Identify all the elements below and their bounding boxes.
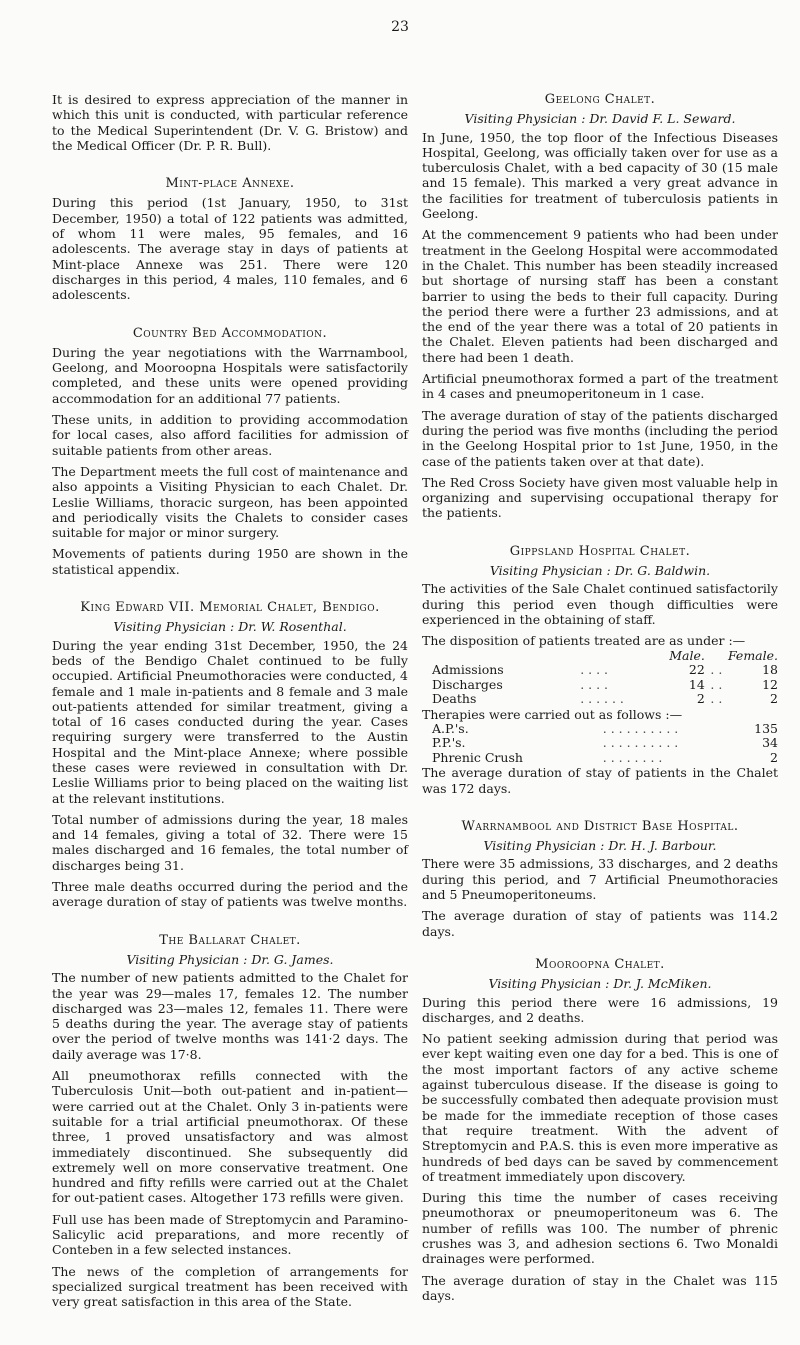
- table-row: [422, 692, 778, 707]
- geelong-paragraph-3: Artificial pneumothorax formed a part of the treatment in 4 cases and pneumoperitoneum in 1 case.: [422, 371, 778, 402]
- leader-dots: . . . .: [580, 662, 609, 677]
- gippsland-paragraph-1: The activities of the Sale Chalet continued satisfactorily during this period even though difficulties were experienced in the obtaining of staff.: [422, 581, 778, 627]
- mooroopna-paragraph-1: During this period there were 16 admissions, 19 discharges, and 2 deaths.: [422, 994, 778, 1025]
- mooroopna-paragraph-4: The average duration of stay in the Chalet was 115 days.: [422, 1272, 778, 1303]
- female-value: 18: [762, 662, 778, 677]
- mooroopna-paragraph-3: During this time the number of cases receiving pneumothorax or pneumoperitoneum was 6. The number of refills was 100. The number of phrenic crushes was 3, and adhesion sections 6. Two Monaldi drainages were performed.: [422, 1190, 778, 1267]
- leader-dots: . .: [710, 676, 723, 692]
- warrnambool-physician: Visiting Physician : Dr. H. J. Barbour.: [483, 838, 717, 854]
- bendigo-paragraph-2: Total number of admissions during the year, 18 males and 14 females, giving a total of 32. There were 15 males discharged and 16 females, the total number of discharges being 31.: [52, 811, 408, 873]
- table-row: [422, 751, 778, 766]
- table-row: [422, 736, 778, 751]
- warrnambool-heading: Warrnambool and District Base Hospital.: [461, 818, 739, 834]
- leader-dots: . . . . . . . . . .: [602, 735, 679, 751]
- country-bed-heading: Country Bed Accommodation.: [132, 325, 328, 341]
- geelong-paragraph-4: The average duration of stay of the patients discharged during the period was five months (including the period in the Geelong Hospital prior to 1st June, 1950, in the case of the patients taken over at that date).: [422, 407, 778, 469]
- leader-dots: . . . . . .: [580, 691, 624, 706]
- ballarat-paragraph-1: The number of new patients admitted to the Chalet for the year was 29—males 17, females 12. The number discharged was 23—males 12, females 11. There were 5 deaths during the year. The average stay of patients over the period of twelve months was 141·2 days. The daily average was 17·8.: [52, 970, 408, 1062]
- gippsland-heading: Gippsland Hospital Chalet.: [509, 543, 691, 559]
- country-bed-paragraph-2: These units, in addition to providing accommodation for local cases, also afford facilities for admission of suitable patients from other areas.: [52, 412, 408, 458]
- therapy-value: 135: [754, 720, 778, 736]
- right-column: [422, 92, 778, 1309]
- therapy-label: A.P.'s.: [432, 720, 469, 736]
- disposition-table: [422, 649, 778, 707]
- mooroopna-paragraph-2: No patient seeking admission during that period was ever kept waiting even one day for a bed. This is one of the most important factors of any active scheme against tuberculous disease. If the disease is going to be successfully combated then adequate provision must be made for the immediate reception of those cases that require treatment. With the advent of Streptomycin and P.A.S. this is even more imperative as hundreds of bed days can be saved by commencement of treatment immediately upon discovery.: [422, 1031, 778, 1184]
- row-label: Discharges: [432, 676, 503, 692]
- row-label: Admissions: [432, 662, 504, 677]
- bendigo-paragraph-3: Three male deaths occurred during the period and the average duration of stay of patients was twelve months.: [52, 879, 408, 910]
- warrnambool-paragraph-2: The average duration of stay of patients was 114.2 days.: [422, 908, 778, 939]
- mooroopna-heading: Mooroopna Chalet.: [535, 956, 665, 972]
- female-value: 12: [762, 676, 778, 692]
- leader-dots: . .: [710, 691, 723, 706]
- bendigo-paragraph-1: During the year ending 31st December, 1950, the 24 beds of the Bendigo Chalet continued to be fully occupied. Artificial Pneumothoracies were conducted, 4 female and 1 male in-patients and 8 female and 3 male out-patients attended for similar treatment, giving a total of 16 cases conducted during the year. Cases requiring surgery were transferred to the Austin Hospital and the Mint-place Annexe; where possible these cases were reviewed in consultation with Dr. Leslie Williams prior to being placed on the waiting list at the relevant institutions.: [52, 637, 408, 806]
- gippsland-physician: Visiting Physician : Dr. G. Baldwin.: [489, 563, 711, 579]
- therapy-value: 2: [770, 749, 778, 765]
- ballarat-paragraph-4: The news of the completion of arrangements for specialized surgical treatment has been received with very great satisfaction in this area of the State.: [52, 1263, 408, 1310]
- leader-dots: . . . . . . . .: [602, 749, 663, 765]
- row-label: Deaths: [432, 691, 477, 706]
- male-value: 22: [688, 662, 705, 677]
- mint-place-heading: Mint-place Annexe.: [165, 176, 295, 192]
- ballarat-paragraph-2: All pneumothorax refills connected with the Tuberculosis Unit—both out-patient and in-patient—were carried out at the Chalet. Only 3 in-patients were suitable for a trial artificial pneumothorax. Of these three, 1 proved unsatisfactory and was almost immediately discontinued. She subsequently did extremely well on more conservative treatment. One hundred and fifty refills were carried out at the Chalet for out-patient cases. Altogether 173 refills were given.: [52, 1068, 408, 1206]
- geelong-paragraph-2: At the commencement 9 patients who had been under treatment in the Geelong Hospital were accommodated in the Chalet. This number has been steadily increased but shortage of nursing staff has been a constant barrier to using the beds to their full capacity. During the period there were a further 23 admissions, and at the end of the year there was a total of 20 patients in the Chalet. Eleven patients had been discharged and there had been 1 death.: [422, 227, 778, 365]
- leader-dots: . .: [710, 662, 723, 677]
- warrnambool-paragraph-1: There were 35 admissions, 33 discharges, and 2 deaths during this period, and 7 Artificial Pneumothoracies and 5 Pneumoperitoneums.: [422, 856, 778, 903]
- table-row: [422, 678, 778, 693]
- mooroopna-physician: Visiting Physician : Dr. J. McMiken.: [488, 976, 712, 992]
- table-row: [422, 722, 778, 737]
- leader-dots: . . . . . . . . . .: [602, 720, 679, 736]
- intro-paragraph: It is desired to express appreciation of the manner in which this unit is conducted, with particular reference to the Medical Superintendent (Dr. V. G. Bristow) and the Medical Officer (Dr. P. R. Bull).: [52, 92, 408, 153]
- country-bed-paragraph-4: Movements of patients during 1950 are shown in the statistical appendix.: [52, 546, 408, 577]
- country-bed-paragraph-3: The Department meets the full cost of maintenance and also appoints a Visiting Physician to each Chalet. Dr. Leslie Williams, thoracic surgeon, has been appointed and periodically visits the Chalets to consider cases suitable for major or minor surgery.: [52, 463, 408, 541]
- therapy-value: 34: [762, 735, 778, 751]
- therapy-label: P.P.'s.: [432, 735, 466, 751]
- left-column: [52, 92, 408, 1315]
- male-value: 2: [696, 691, 705, 706]
- page-number: 23: [391, 19, 409, 35]
- geelong-paragraph-1: In June, 1950, the top floor of the Infectious Diseases Hospital, Geelong, was officially taken over for use as a tuberculosis Chalet, with a bed capacity of 30 (15 male and 15 female). This marked a very great advance in the facilities for treatment of tuberculosis patients in Geelong.: [422, 129, 778, 222]
- bendigo-heading: King Edward VII. Memorial Chalet, Bendigo.: [80, 600, 380, 616]
- therapy-label: Phrenic Crush: [432, 749, 523, 765]
- ballarat-heading: The Ballarat Chalet.: [159, 932, 301, 948]
- ballarat-physician: Visiting Physician : Dr. G. James.: [126, 951, 334, 967]
- col-female-header: Female.: [727, 647, 778, 663]
- gippsland-paragraph-2: The average duration of stay of patients in the Chalet was 172 days.: [422, 765, 778, 796]
- mint-place-paragraph: During this period (1st January, 1950, to 31st December, 1950) a total of 122 patients was admitted, of whom 11 were males, 95 females, and 16 adolescents. The average stay in days of patients at Mint-place Annexe was 251. There were 120 discharges in this period, 4 males, 110 females, and 6 adolescents.: [52, 195, 408, 303]
- geelong-heading: Geelong Chalet.: [544, 92, 656, 107]
- therapies-intro: Therapies were carried out as follows :—: [422, 706, 683, 722]
- male-value: 14: [688, 676, 705, 692]
- leader-dots: . . . .: [580, 676, 609, 692]
- table-row: [422, 663, 778, 678]
- geelong-paragraph-5: The Red Cross Society have given most valuable help in organizing and supervising occupational therapy for the patients.: [422, 474, 778, 521]
- therapies-table: [422, 722, 778, 766]
- gippsland-table-intro: The disposition of patients treated are as under :—: [422, 633, 746, 649]
- ballarat-paragraph-3: Full use has been made of Streptomycin and Paramino-Salicylic acid preparations, and more recently of Conteben in a few selected instances.: [52, 1211, 408, 1258]
- female-value: 2: [770, 691, 778, 706]
- country-bed-paragraph-1: During the year negotiations with the Warrnambool, Geelong, and Mooroopna Hospitals were satisfactorily completed, and these units were opened providing accommodation for an additional 77 patients.: [52, 344, 408, 406]
- geelong-physician: Visiting Physician : Dr. David F. L. Seward.: [464, 111, 736, 127]
- bendigo-physician: Visiting Physician : Dr. W. Rosenthal.: [113, 619, 347, 635]
- col-male-header: Male.: [669, 647, 705, 663]
